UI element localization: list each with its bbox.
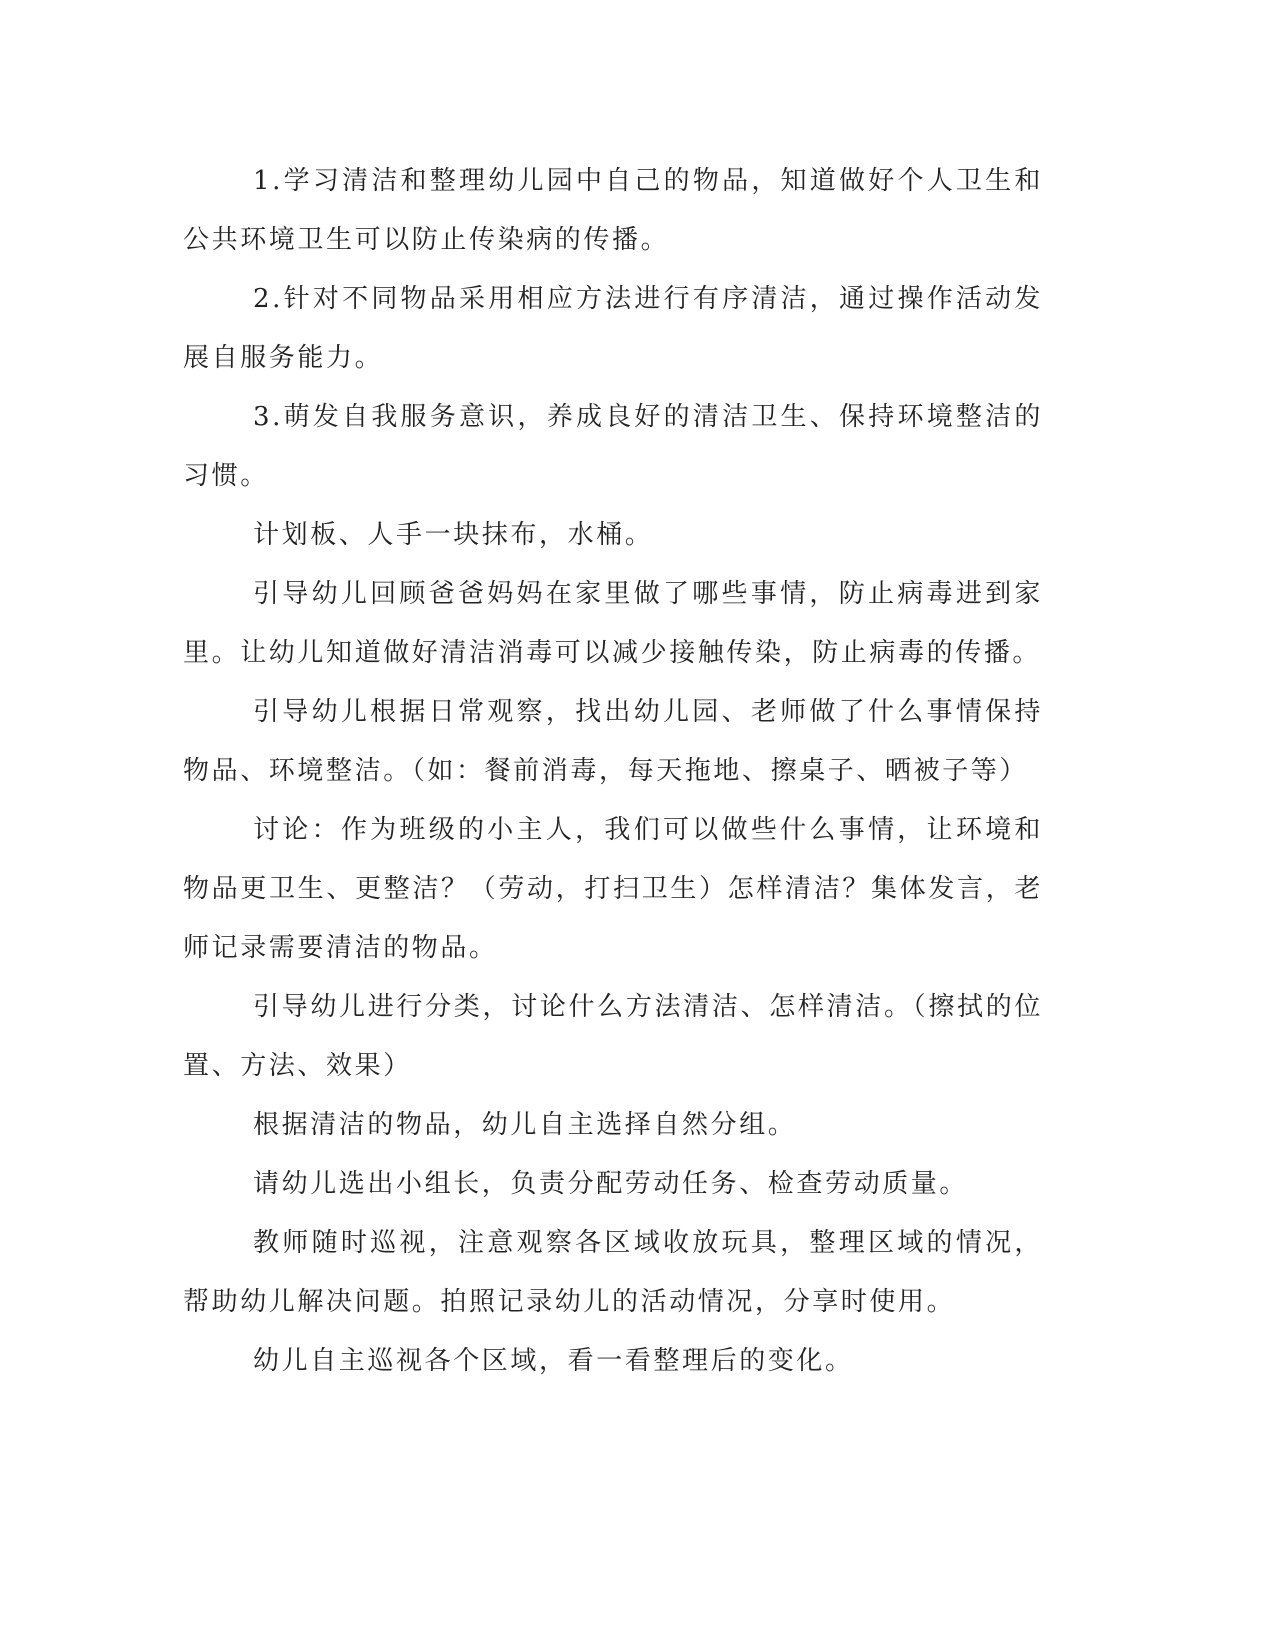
classify-paragraph: 引导幼儿进行分类，讨论什么方法清洁、怎样清洁。（擦拭的位置、方法、效果） bbox=[183, 992, 1043, 1081]
document-body bbox=[183, 152, 1043, 1391]
activity-paragraph-home: 引导幼儿回顾爸爸妈妈在家里做了哪些事情，防止病毒进到家里。让幼儿知道做好清洁消毒可以减少接触传染，防止病毒的传播。 bbox=[183, 579, 1043, 668]
activity-paragraph-observe: 引导幼儿根据日常观察，找出幼儿园、老师做了什么事情保持物品、环境整洁。（如：餐前消毒，每天拖地、擦桌子、晒被子等） bbox=[183, 697, 1043, 786]
goal-paragraph-3: 3.萌发自我服务意识，养成良好的清洁卫生、保持环境整洁的习惯。 bbox=[183, 402, 1043, 491]
grouping-paragraph: 根据清洁的物品，幼儿自主选择自然分组。 bbox=[253, 1110, 797, 1140]
teacher-paragraph: 教师随时巡视，注意观察各区域收放玩具，整理区域的情况，帮助幼儿解决问题。拍照记录幼儿的活动情况，分享时使用。 bbox=[183, 1228, 1043, 1317]
goal-paragraph-2: 2.针对不同物品采用相应方法进行有序清洁，通过操作活动发展自服务能力。 bbox=[183, 284, 1043, 373]
patrol-paragraph: 幼儿自主巡视各个区域，看一看整理后的变化。 bbox=[253, 1346, 854, 1376]
leader-paragraph: 请幼儿选出小组长，负责分配劳动任务、检查劳动质量。 bbox=[253, 1169, 969, 1199]
goal-paragraph-1: 1.学习清洁和整理幼儿园中自己的物品，知道做好个人卫生和公共环境卫生可以防止传染病的传播。 bbox=[183, 166, 1043, 255]
discussion-paragraph: 讨论：作为班级的小主人，我们可以做些什么事情，让环境和物品更卫生、更整洁？（劳动，打扫卫生）怎样清洁？集体发言，老师记录需要清洁的物品。 bbox=[183, 815, 1043, 963]
materials-paragraph: 计划板、人手一块抹布，水桶。 bbox=[253, 520, 654, 550]
